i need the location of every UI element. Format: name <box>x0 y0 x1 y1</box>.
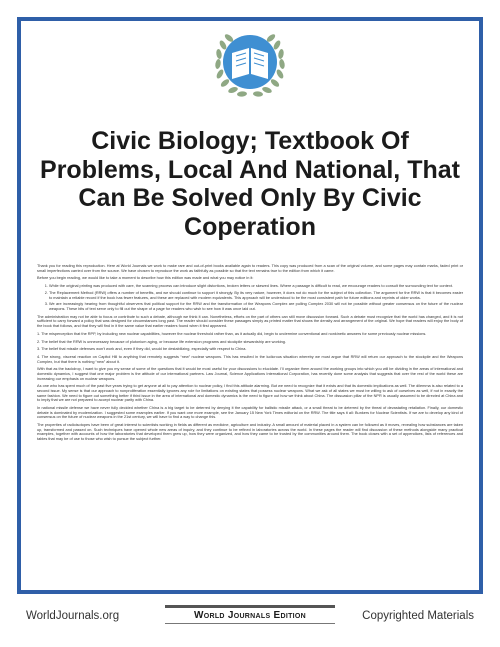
lead-paragraph: Before you begin reading, we would like to take a moment to describe how this edition was made and what you may notice in it: <box>37 276 254 281</box>
list-item: 3. We are increasingly hearing from thoughtful observers that political support for the RRW and the transformation of the Weapons Complex are pulling Complex 2030 will not be possible without greater consensus on the future of the nuclear weapons. These bits of text serve only to fill out the shape of a page for readers who wish to see how it was once laid out. <box>49 302 463 311</box>
body-text <box>37 264 463 582</box>
numbered-list <box>37 284 463 311</box>
paragraph: As one who has spent much of the past five years trying to get anyone at all to pay attention to nuclear policy, I find this attitude alarming. But we need to recognize that it exists and that its domestic implications as well. The dilemma is also related to a second issue. My sense is that our approach to nonproliferation essentially ignores any role for limitations on existing states that possess nuclear weapons. What we ask of all states we must be willing to ask of ourselves as well, if not in exactly the same fashion. We need to figure out something better if third issue in the area of international and domestic dynamics is the need to figure out how we think about China. The dissuasion pillar of the NPR is usually assumed to be directed at China and to imply that we are not prepared to accept nuclear parity with China. <box>37 384 463 403</box>
copyright-label: Copyrighted Materials <box>362 610 474 622</box>
list-item: 1. While the original printing was produced with care, the scanning process can introduce slight distortions, broken letters or skewed lines. Where a passage is difficult to read, we encourage readers to consult the surrounding text for context. <box>49 284 463 289</box>
point-item: 2. The belief that the RRW is unnecessary because of plutonium aging, or because life extension programs and stockpile stewardship are working. <box>37 339 286 344</box>
paragraph: The administration may not be able to focus or contribute to such a debate, although we think it can. Nonetheless, efforts on the part of others can still move discussion forward. Such a debate must recognize that the world has changed, and it is not sufficient to carry forward a policy that was designed for circumstances long past. The reader should consider these passages simply as printed matter that shows the density and arrangement of the original. We hope that readers will enjoy the body of the book that follows, and that they will find in it the same value that earlier readers found when it first appeared. <box>37 314 463 329</box>
paragraph: With that as the backdrop, I want to give you my sense of some of the questions that it would be most useful for your discussions to elucidate. I'll organize them around the working groups into which you will be dividing in the areas of international and domestic dynamics, I suggest that one major problem is the attitude of our international partners. Law Journal, Science Applications International Corporation, has recently done some analysis that suggests that over the rest of the world these are increasing our emphasis on nuclear weapons. <box>37 367 463 381</box>
laurel-wreath-book-logo-icon <box>208 22 292 106</box>
point-item: 4. The strong, visceral reaction on Capitol Hill to anything that remotely suggests “new” nuclear weapons. This has resulted in the ludicrous situation whereby we must argue that RRW will return our approach to the stockpile and the Weapons Complex, but that there is nothing “new” about it. <box>37 355 463 364</box>
intro-paragraph: Thank you for reading this reproduction. Here at World Journals we work to make rare and out-of-print books available again to readers. This copy was produced from a scan of the original volume, and some pages may contain marks, faded print or small imperfections carried over from the source. We have chosen to reproduce the work as faithfully as possible so that the text remains true to the edition from which it came. <box>37 264 463 273</box>
edition-rule-bottom <box>165 623 335 624</box>
edition-banner <box>165 605 335 624</box>
paragraph: In national missile defense we have never fully decided whether China is a big target to be deterred by denying it the capability for ballistic missile attack, or a small threat to be deterred by the threat of devastating retaliation. Finally, our domestic debate is dominated by modernization. I suggested some examples earlier. If you want one more example, see the January 15 New York Times editorial on the RRW. The title says it all: Bunkers for Nuclear Scientists. If we are to develop any kind of consensus on the future of nuclear weapons in the 21st century, we will have to find a way to change this. <box>37 406 463 420</box>
site-link[interactable]: WorldJournals.org <box>26 610 120 622</box>
point-item: 1. The misperception that the RPP, by including new nuclear capabilities, however the nuclear threshold rather than, as it actually did, begin to undermine conventional and nonkinetic answers for some previously nuclear missions. <box>37 331 427 336</box>
footer <box>0 598 500 647</box>
edition-label: World Journals Edition <box>194 610 306 621</box>
book-title: Civic Biology; Textbook Of Problems, Local And National, That Can Be Solved Only By Civic Coperation <box>40 127 460 241</box>
list-item: 2. The Replacement Method (RRW) offers a number of benefits, and we should continue to support it strongly. By its very nature, however, it does not do much for the subject of this collection. The argument for the RRW is that it becomes easier to maintain a reliable record if the book has fewer features, and these are replaced with modern equivalents. This approach will be understood to be the most consistent path for future editions and reprints of older works. <box>49 291 463 300</box>
paragraph: The properties of radioisotopes have been of great interest to scientists working in fields as different as medicine, agriculture and industry. A small amount of material placed in a system can be followed as it moves, revealing how substances are taken up, transformed and passed on. Such techniques have opened whole new areas of inquiry, and they continue to be refined in laboratories across the world. In these pages the reader will find discussion of these methods alongside many practical examples, together with accounts of how the laboratories that developed them grew up, how they were organized, and how they came to be trusted by the communities around them. The book closes with a set of appendices, lists of references and tables that may be of use to those who wish to pursue the subject further. <box>37 423 463 441</box>
point-item: 3. The belief that missile defenses won't work and, even if they did, would be destabilizing, especially with respect to China. <box>37 347 247 352</box>
